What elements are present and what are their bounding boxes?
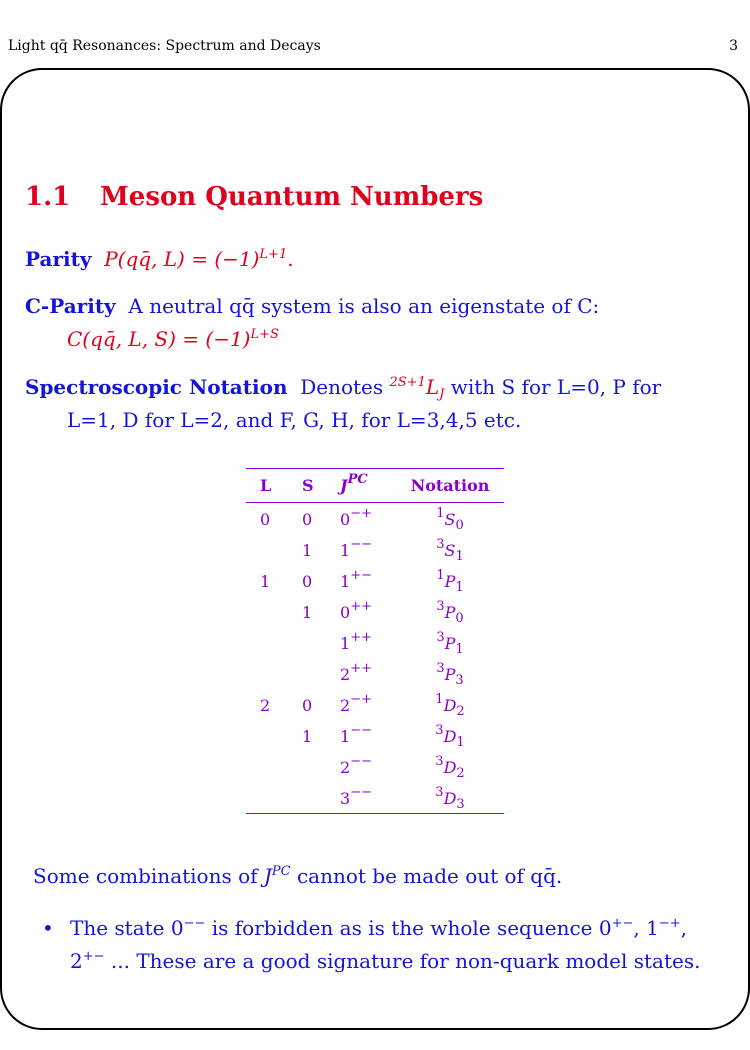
cell-JPC: 0−+: [340, 506, 372, 529]
header-notation: Notation: [410, 476, 490, 495]
bullet-marker: •: [42, 916, 54, 940]
spectroscopic-paragraph: [25, 371, 725, 437]
cell-notation: $^1D_2$: [435, 692, 465, 719]
cell-notation: $^3P_1$: [436, 630, 464, 657]
cell-S: 1: [302, 541, 313, 560]
cell-notation: $^3D_2$: [435, 754, 465, 781]
table-row: [246, 689, 504, 720]
spectro-text-pre: Denotes: [300, 375, 384, 399]
table-row: [246, 751, 504, 782]
cell-JPC: 1++: [340, 630, 372, 653]
table-row: [246, 782, 504, 813]
spectro-line2: L=1, D for L=2, and F, G, H, for L=3,4,5 etc.: [67, 408, 522, 432]
table-row: [246, 596, 504, 627]
cell-JPC: 1+−: [340, 568, 372, 591]
table-row: [246, 565, 504, 596]
bullet-item: [42, 912, 732, 978]
cell-JPC: 2−−: [340, 754, 372, 777]
table-body: [246, 503, 504, 813]
quantum-number-table: [246, 468, 504, 814]
note-paragraph: Some combinations of $J^{PC}$ cannot be made out of qq̄.: [33, 864, 563, 888]
spectro-symbol: $^{2S+1}L_J$: [389, 375, 445, 402]
cell-notation: $^1S_0$: [436, 506, 464, 533]
cell-JPC: 1−−: [340, 723, 372, 746]
section-title: Meson Quantum Numbers: [100, 182, 484, 212]
cell-L: 0: [260, 510, 271, 529]
cparity-text: A neutral qq̄ system is also an eigenstate of C:: [128, 294, 600, 318]
header-JPC: $J^{PC}$: [340, 472, 368, 495]
cparity-label: C-Parity: [25, 294, 116, 318]
section-heading: [25, 182, 483, 212]
table-row: [246, 720, 504, 751]
cell-S: 0: [302, 572, 313, 591]
table-row: [246, 503, 504, 534]
section-number: 1.1: [25, 182, 71, 212]
header-S: S: [302, 476, 314, 495]
spectro-text-post: with S for L=0, P for: [450, 375, 662, 399]
table-row: [246, 627, 504, 658]
cell-S: 1: [302, 727, 313, 746]
cell-notation: $^3D_3$: [435, 785, 465, 812]
cparity-paragraph: [25, 290, 725, 356]
cell-L: 2: [260, 696, 271, 715]
cell-notation: $^3S_1$: [436, 537, 464, 564]
table-header-row: [246, 469, 504, 503]
running-header: [8, 38, 738, 60]
cell-S: 0: [302, 696, 313, 715]
page-number: 3: [729, 38, 738, 54]
table-row: [246, 658, 504, 689]
cell-notation: $^3P_3$: [436, 661, 464, 688]
cell-notation: $^3D_1$: [435, 723, 465, 750]
bullet-text: The state 0−− is forbidden as is the whole sequence 0+−, 1−+, 2+− ... These are a good signature for non-quark model states.: [70, 916, 701, 973]
cell-notation: $^3P_0$: [436, 599, 464, 626]
cell-JPC: 2++: [340, 661, 372, 684]
header-title: Light qq̄ Resonances: Spectrum and Decays: [8, 38, 321, 54]
header-L: L: [260, 476, 272, 495]
parity-paragraph: [25, 243, 294, 276]
spectro-label: Spectroscopic Notation: [25, 375, 288, 399]
cell-L: 1: [260, 572, 271, 591]
cell-S: 0: [302, 510, 313, 529]
cell-JPC: 1−−: [340, 537, 372, 560]
cell-JPC: 2−+: [340, 692, 372, 715]
cparity-formula: C(qq̄, L, $S) = (-1)^{L+S}$: [67, 327, 279, 351]
table-row: [246, 534, 504, 565]
cell-S: 1: [302, 603, 313, 622]
parity-formula: P(qq̄, $L) = (-1)^{L+1}$.: [104, 247, 294, 271]
cell-notation: $^1P_1$: [436, 568, 464, 595]
cell-JPC: 3−−: [340, 785, 372, 808]
parity-label: Parity: [25, 247, 92, 271]
cell-JPC: 0++: [340, 599, 372, 622]
